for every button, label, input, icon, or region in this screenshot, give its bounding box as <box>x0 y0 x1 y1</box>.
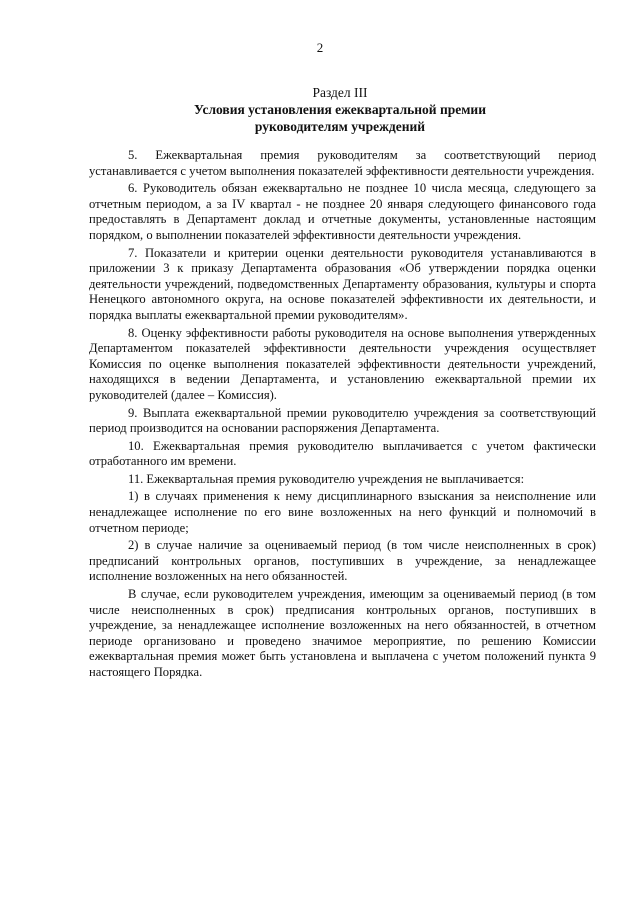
paragraph-exception: В случае, если руководителем учреждения, имеющим за оцениваемый период (в том числе неисполненных в срок) предписания контрольных органов, поступивших в учреждение, за ненадлежащее исполнение возложенных на него обязанностей, в отчетном периоде организовано и проведено значимое мероприятие, по решению Комиссии ежеквартальная премия может быть установлена и выплачена с учетом положений пункта 9 настоящего Порядка. <box>89 587 596 679</box>
paragraph-11-item-2: 2) в случае наличие за оцениваемый период (в том числе неисполненных в срок) предписаний контрольных органов, поступивших в учреждение, за ненадлежащее исполнение возложенных на него обязанностей. <box>89 538 596 584</box>
paragraph-11-item-1: 1) в случаях применения к нему дисциплинарного взыскания за неисполнение или ненадлежащее исполнение по его вине возложенных на него функций и полномочий в отчетном периоде; <box>89 489 596 535</box>
paragraph-5: 5. Ежеквартальная премия руководителям за соответствующий период устанавливается с учетом выполнения показателей эффективности деятельности учреждения. <box>89 148 596 178</box>
document-body <box>89 148 596 683</box>
section-heading <box>0 84 640 135</box>
paragraph-6: 6. Руководитель обязан ежеквартально не позднее 10 числа месяца, следующего за отчетным периодом, а за IV квартал - не позднее 20 января следующего финансового года предоставлять в Департамент доклад и отчетные документы, установленные настоящим порядком, о выполнении показателей эффективности деятельности учреждения. <box>89 181 596 242</box>
paragraph-7: 7. Показатели и критерии оценки деятельности руководителя устанавливаются в приложении 3 к приказу Департамента образования «Об утверждении порядка оценки деятельности учреждений, подведомственных Департаменту образования, культуры и спорта Ненецкого автономного округа, на основе показателей эффективности их деятельности, и порядка выплаты ежеквартальной премии руководителям». <box>89 245 596 322</box>
section-title-line-2: руководителям учреждений <box>254 119 426 134</box>
paragraph-9: 9. Выплата ежеквартальной премии руководителю учреждения за соответствующий период производится на основании распоряжения Департамента. <box>89 405 596 436</box>
section-title-line-1: Условия установления ежеквартальной премии <box>194 102 486 117</box>
page-number: 2 <box>316 40 324 55</box>
paragraph-10: 10. Ежеквартальная премия руководителю выплачивается с учетом фактически отработанного им времени. <box>89 438 596 469</box>
paragraph-11: 11. Ежеквартальная премия руководителю учреждения не выплачивается: <box>128 471 525 486</box>
paragraph-8: 8. Оценку эффективности работы руководителя на основе выполнения утвержденных Департаментом показателей эффективности деятельности учреждения осуществляет Комиссия по оценке выполнения показателей эффективности деятельности учреждений, находящихся в ведении Департамента, и установлению ежеквартальной премии их руководителей (далее – Комиссия). <box>89 325 596 402</box>
section-label: Раздел III <box>312 85 368 100</box>
